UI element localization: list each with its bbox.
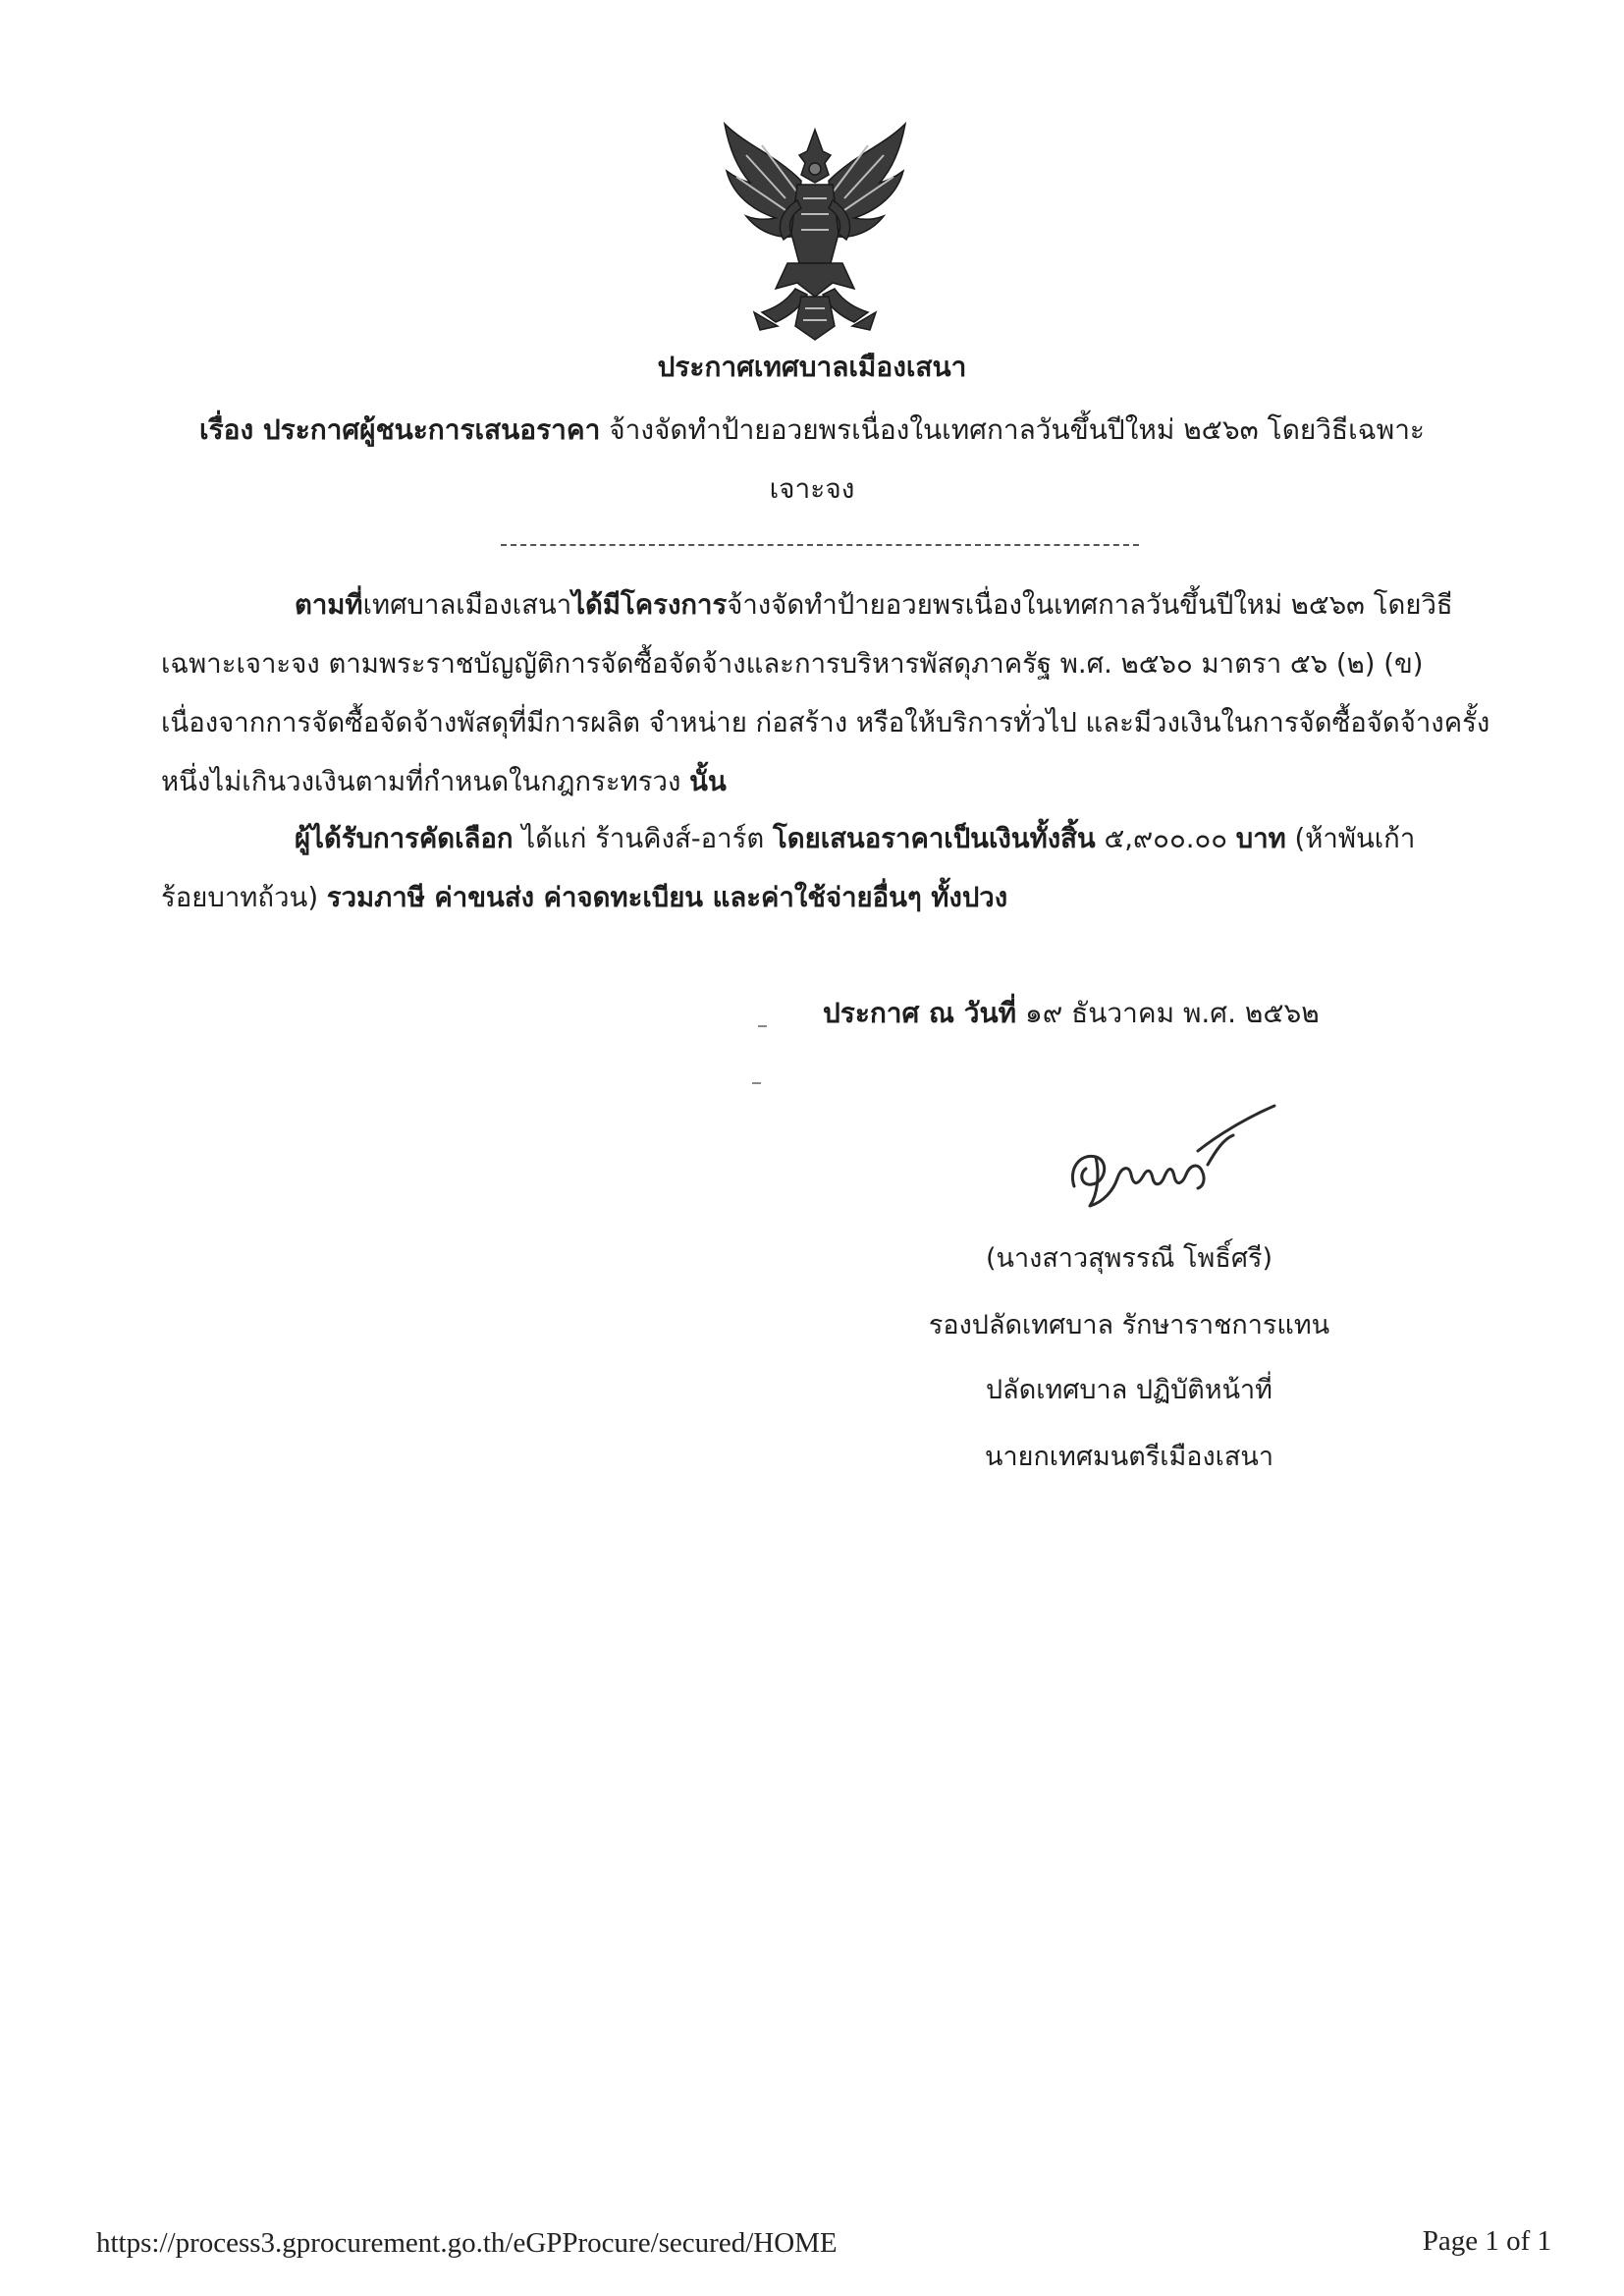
signatory-position-2: ปลัดเทศบาล ปฏิบัติหน้าที่ (986, 1375, 1272, 1405)
paragraph-2-line-1 (295, 819, 1415, 858)
document-subject (0, 410, 1624, 450)
p2-price-label: โดยเสนอราคาเป็นเงินทั้งสิ้น (773, 823, 1096, 854)
subject-rest: จ้างจัดทำป้ายอวยพรเนื่องในเทศกาลวันขึ้นปีใหม่ ๒๕๖๓ โดยวิธีเฉพาะ (600, 413, 1425, 446)
announcement-date-value: ๑๙ ธันวาคม พ.ศ. ๒๕๖๒ (1016, 997, 1320, 1029)
document-title: ประกาศเทศบาลเมืองเสนา (657, 351, 967, 383)
paragraph-1-line-2: เฉพาะเจาะจง ตามพระราชบัญญัติการจัดซื้อจัดจ้างและการบริหารพัสดุภาครัฐ พ.ศ. ๒๕๖๐ มาตรา ๕๖ (๒) (ข) (161, 648, 1424, 680)
paragraph-2-line-2 (161, 878, 1007, 917)
paragraph-1-line-4 (161, 762, 727, 801)
scan-mark (752, 1082, 761, 1084)
subject-prefix: เรื่อง ประกาศผู้ชนะการเสนอราคา (199, 413, 601, 446)
p1-project-name: จ้างจัดทำป้ายอวยพรเนื่องในเทศกาลวันขึ้นปีใหม่ ๒๕๖๓ โดยวิธี (727, 589, 1453, 621)
p1-line4-end: นั้น (689, 766, 727, 797)
signatory-position-1: รองปลัดเทศบาล รักษาราชการแทน (928, 1310, 1330, 1340)
footer-page-number: Page 1 of 1 (1422, 2225, 1551, 2257)
p2-selected-label: ผู้ได้รับการคัดเลือก (295, 823, 514, 854)
p2-currency: บาท (1235, 823, 1286, 854)
signatory-name: (นางสาวสุพรรณี โพธิ์ศรี) (985, 1243, 1272, 1274)
footer-url: https://process3.gprocurement.go.th/eGPProcure/secured/HOME (96, 2227, 838, 2259)
scan-mark (758, 1025, 767, 1027)
handwritten-signature (1060, 1096, 1286, 1224)
p2-amount-words-end: ร้อยบาทถ้วน) (161, 882, 327, 913)
paragraph-1-line-1 (295, 585, 1453, 625)
p1-line4-text: หนึ่งไม่เกินวงเงินตามที่กำหนดในกฎกระทรวง (161, 766, 690, 797)
p2-inclusions: รวมภาษี ค่าขนส่ง ค่าจดทะเบียน และค่าใช้จ่ายอื่นๆ ทั้งปวง (326, 882, 1008, 913)
signatory-position-3: นายกเทศมนตรีเมืองเสนา (985, 1442, 1273, 1472)
announcement-date (823, 994, 1320, 1033)
p1-lead: ตามที่ (295, 589, 363, 621)
header-divider (501, 544, 1139, 546)
p2-vendor: ได้แก่ ร้านคิงส์-อาร์ต (513, 823, 773, 854)
p2-amount-words: (ห้าพันเก้า (1285, 823, 1416, 854)
document-subject-line-2: เจาะจง (769, 472, 855, 505)
p2-amount: ๕,๙๐๐.๐๐ (1095, 823, 1236, 854)
paragraph-1-line-3: เนื่องจากการจัดซื้อจัดจ้างพัสดุที่มีการผลิต จำหน่าย ก่อสร้าง หรือให้บริการทั่วไป และมีวงเงินในการจัดซื้อจัดจ้างครั้ง (161, 707, 1490, 738)
garuda-emblem-icon (707, 116, 923, 344)
p1-project-label: ได้มีโครงการ (571, 589, 728, 621)
announcement-label: ประกาศ ณ วันที่ (823, 997, 1017, 1029)
p1-agency: เทศบาลเมืองเสนา (362, 589, 572, 621)
